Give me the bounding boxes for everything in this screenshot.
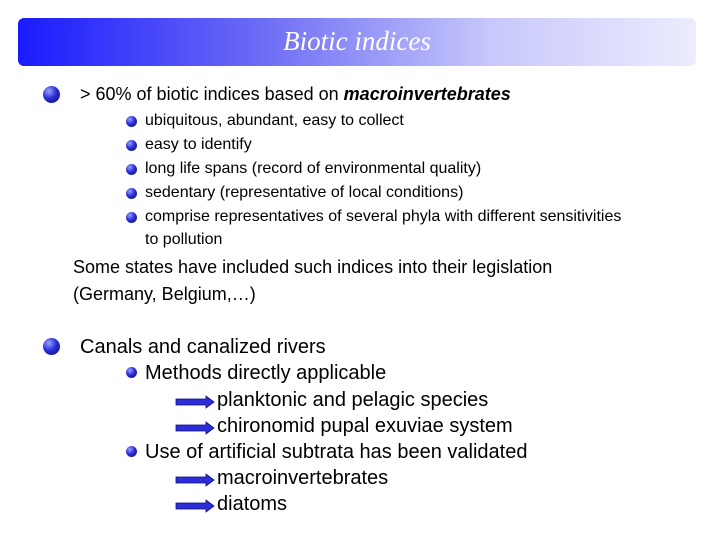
block1-item: long life spans (record of environmental quality): [145, 160, 482, 177]
bullet-icon: [126, 116, 137, 127]
right-arrow-icon: [175, 421, 215, 435]
block1-item: ubiquitous, abundant, easy to collect: [145, 112, 404, 129]
lead-emphasis: macroinvertebrates: [343, 84, 511, 104]
block1-item: comprise representatives of several phyla with different sensitivities: [145, 208, 622, 225]
lead-bullet-text: [80, 84, 511, 105]
right-arrow-icon: [175, 473, 215, 487]
block1-item: easy to identify: [145, 136, 252, 153]
arrow-item: macroinvertebrates: [217, 467, 389, 489]
bullet-icon: [126, 188, 137, 199]
bullet-icon: [126, 367, 137, 378]
lead-text: > 60% of biotic indices based on: [80, 84, 344, 104]
bullet-icon: [126, 212, 137, 223]
bullet-icon: [43, 86, 60, 103]
legislation-line: Some states have included such indices into their legislation: [73, 257, 553, 277]
sub-bullet-label: Methods directly applicable: [145, 362, 387, 384]
sub-bullet-label: Use of artificial subtrata has been validated: [145, 441, 528, 463]
block1-item: sedentary (representative of local conditions): [145, 184, 464, 201]
bullet-icon: [126, 140, 137, 151]
arrow-item: planktonic and pelagic species: [217, 389, 489, 411]
bullet-icon: [126, 164, 137, 175]
slide-title: Biotic indices: [283, 26, 431, 56]
legislation-line: (Germany, Belgium,…): [73, 284, 256, 304]
block2-heading: Canals and canalized rivers: [80, 336, 326, 358]
title-bar: [18, 18, 696, 66]
right-arrow-icon: [175, 499, 215, 513]
arrow-item: chironomid pupal exuviae system: [217, 415, 513, 437]
right-arrow-icon: [175, 395, 215, 409]
bullet-icon: [43, 338, 60, 355]
bullet-icon: [126, 446, 137, 457]
arrow-item: diatoms: [217, 493, 288, 515]
block1-item-continuation: to pollution: [145, 231, 223, 248]
